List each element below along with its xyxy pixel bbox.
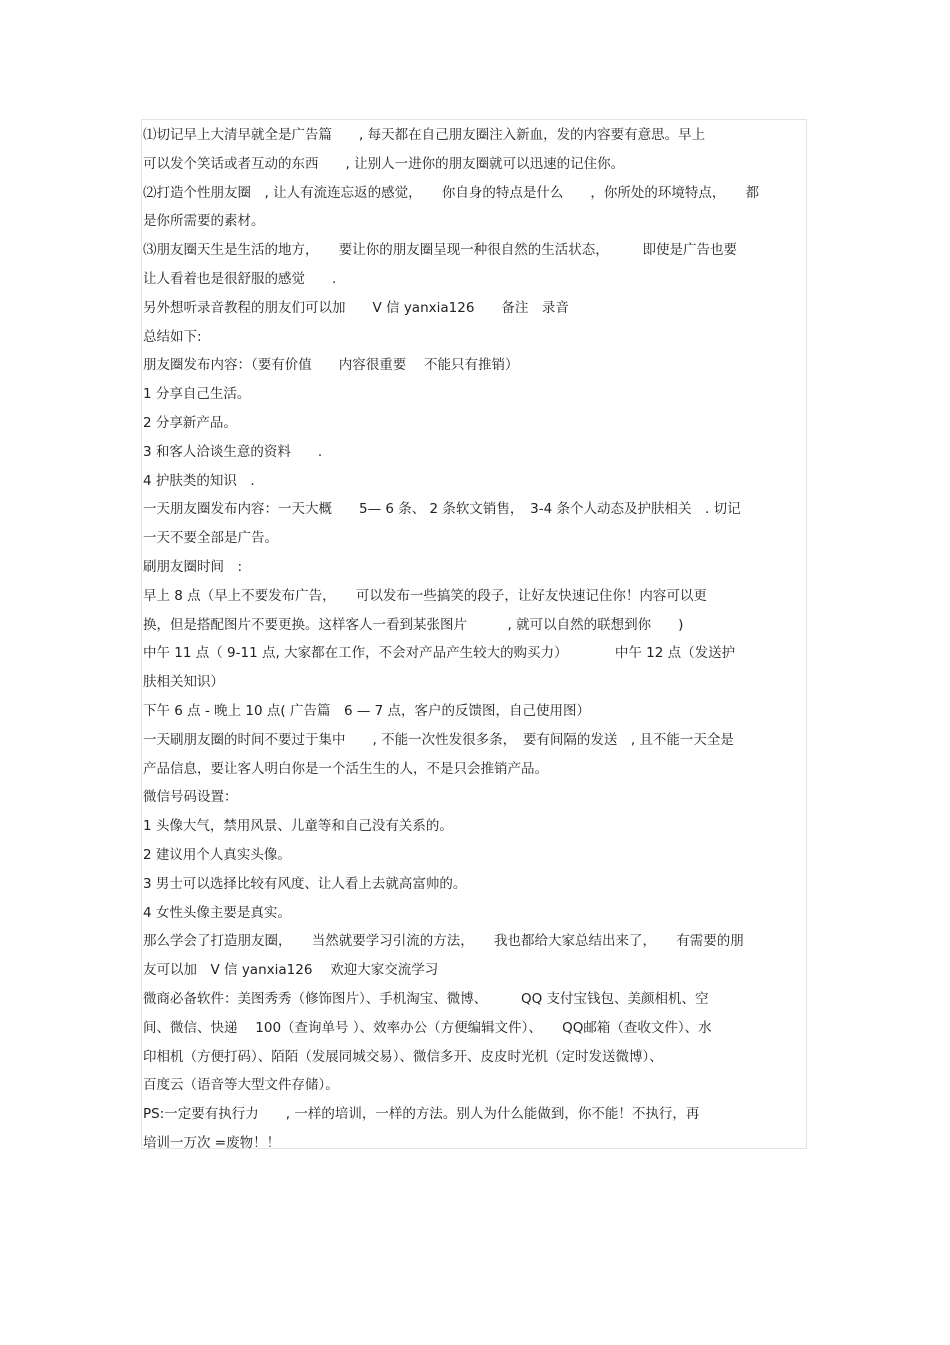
text-line: 一天朋友圈发布内容：一天大概 5— 6 条、 2 条软文销售， 3-4 条个人动态及护肤相关 . 切记	[143, 501, 741, 518]
text-line: 2 建议用个人真实头像。	[143, 846, 291, 863]
text-line: 朋友圈发布内容：（要有价值 内容很重要 不能只有推销）	[143, 357, 519, 374]
text-line: 下午 6 点 - 晚上 10 点( 广告篇 6 — 7 点，客户的反馈图，自己使用图）	[143, 702, 590, 719]
text-line: 微信号码设置：	[143, 789, 238, 806]
text-line: 一天刷朋友圈的时间不要过于集中 , 不能一次性发很多条， 要有间隔的发送 , 且不能一天全是	[143, 731, 734, 748]
text-line: PS:一定要有执行力 , 一样的培训，一样的方法。别人为什么能做到，你不能！不执行，再	[143, 1106, 700, 1123]
text-line: 是你所需要的素材。	[143, 213, 265, 230]
text-line: 4 护肤类的知识 .	[143, 472, 255, 489]
text-line: 产品信息，要让客人明白你是一个活生生的人，不是只会推销产品。	[143, 760, 548, 777]
text-line: 早上 8 点（早上不要发布广告， 可以发布一些搞笑的段子，让好友快速记住你！内容可以更	[143, 587, 707, 604]
text-line: 2 分享新产品。	[143, 414, 237, 431]
text-line: 百度云（语音等大型文件存储）。	[143, 1077, 339, 1094]
text-line: 1 头像大气，禁用风景、儿童等和自己没有关系的。	[143, 818, 453, 835]
text-line: 一天不要全部是广告。	[143, 530, 278, 547]
text-line: 可以发个笑话或者互动的东西 , 让别人一进你的朋友圈就可以迅速的记住你。	[143, 155, 625, 172]
document-body	[143, 121, 808, 1158]
text-line: 中午 11 点（ 9-11 点, 大家都在工作，不会对产品产生较大的购买力） 中午 12 点（发送护	[143, 645, 736, 662]
text-line: 让人看着也是很舒服的感觉 .	[143, 270, 337, 287]
text-line: 友可以加 V 信 yanxia126 欢迎大家交流学习	[143, 962, 439, 979]
text-line: ⑵打造个性朋友圈 , 让人有流连忘返的感觉， 你自身的特点是什么 ，你所处的环境特点， 都	[143, 184, 760, 201]
text-line: 3 男士可以选择比较有风度、让人看上去就高富帅的。	[143, 875, 467, 892]
text-line: 3 和客人洽谈生意的资料 .	[143, 443, 323, 460]
text-line: 1 分享自己生活。	[143, 386, 251, 403]
text-line: 另外想听录音教程的朋友们可以加 V 信 yanxia126 备注 录音	[143, 299, 569, 316]
text-line: ⑶朋友圈天生是生活的地方， 要让你的朋友圈呈现一种很自然的生活状态， 即使是广告也要	[143, 242, 737, 259]
text-line: ⑴切记早上大清早就全是广告篇 , 每天都在自己朋友圈注入新血，发的内容要有意思。早上	[143, 127, 706, 143]
text-line: 总结如下:	[143, 328, 202, 345]
text-line: 那么学会了打造朋友圈， 当然就要学习引流的方法， 我也都给大家总结出来了， 有需要的朋	[143, 933, 744, 950]
text-line: 印相机（方便打码）、陌陌（发展同城交易）、微信多开、皮皮时光机（定时发送微博）、	[143, 1048, 663, 1065]
text-line: 刷朋友圈时间 :	[143, 558, 243, 575]
text-line: 微商必备软件：美图秀秀（修饰图片）、手机淘宝、微博、 QQ 支付宝钱包、美颜相机、空	[143, 990, 709, 1007]
text-line: 培训一万次 =废物！！	[143, 1134, 281, 1151]
text-line: 肤相关知识）	[143, 674, 224, 691]
text-line: 4 女性头像主要是真实。	[143, 904, 291, 921]
text-line: 间、微信、快递 100（查询单号 ）、效率办公（方便编辑文件）、 QQ邮箱（查收文件）、水	[143, 1019, 712, 1036]
text-line: 换，但是搭配图片不要更换。这样客人一看到某张图片 , 就可以自然的联想到你 )	[143, 616, 684, 633]
